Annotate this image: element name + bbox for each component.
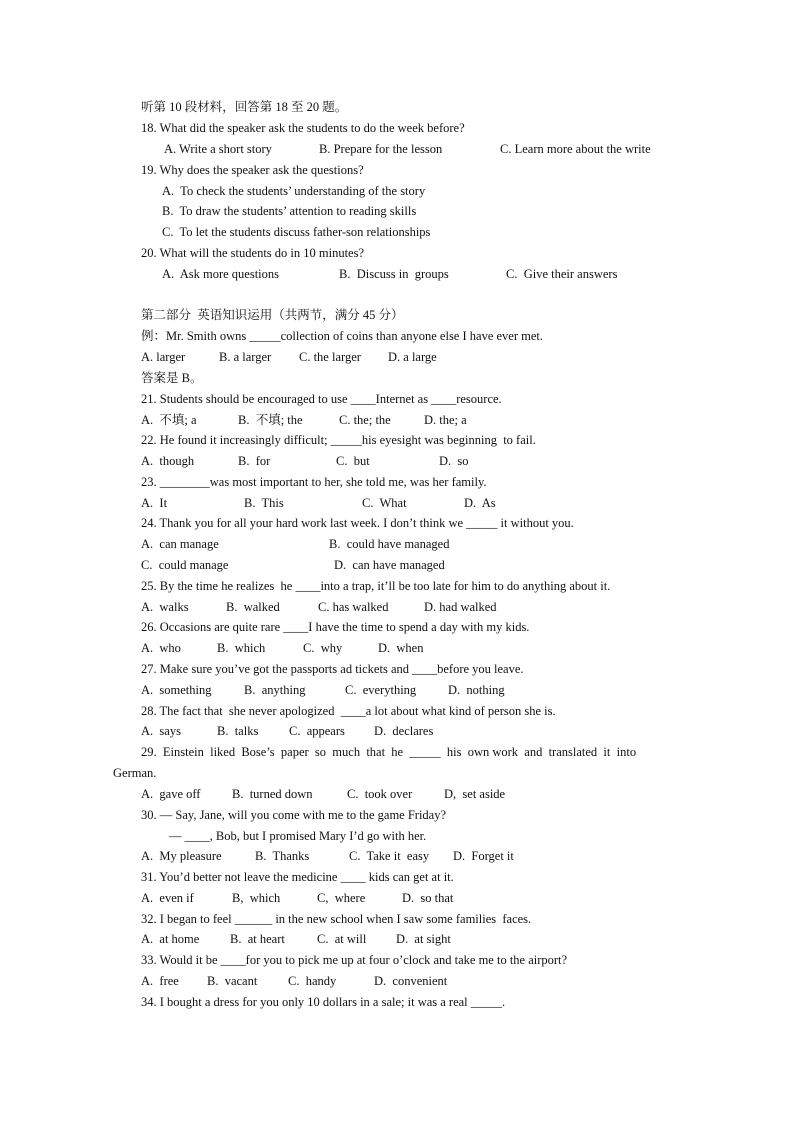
q22-option-a: A. though	[141, 454, 195, 468]
q33-option-b: B. vacant	[207, 974, 258, 988]
q29-option-d: D, set aside	[444, 787, 506, 801]
q29-option-a: A. gave off	[141, 787, 201, 801]
q23-option-d: D. As	[464, 496, 496, 510]
q25-option-c: C. has walked	[318, 600, 389, 614]
q32-option-b: B. at heart	[230, 932, 285, 946]
q20-option-b: B. Discuss in groups	[339, 267, 449, 281]
q29-option-b: B. turned down	[232, 787, 313, 801]
q27-option-d: D. nothing	[448, 683, 505, 697]
q18-option-a: A. Write a short story	[164, 142, 272, 156]
q18-option-b: B. Prepare for the lesson	[319, 142, 443, 156]
q31-option-b: B, which	[232, 891, 281, 905]
q21-option-b: B. 不填; the	[238, 413, 303, 427]
question-23-stem: 23. ________was most important to her, she told me, was her family.	[141, 475, 487, 489]
q31-option-c: C, where	[317, 891, 366, 905]
q21-option-a: A. 不填; a	[141, 413, 197, 427]
q23-option-b: B. This	[244, 496, 284, 510]
question-31-stem: 31. You’d better not leave the medicine ____ kids can get at it.	[141, 870, 454, 884]
q32-option-d: D. at sight	[396, 932, 451, 946]
example-option-c: C. the larger	[299, 350, 361, 364]
q19-option-c: C. To let the students discuss father-son relationships	[162, 225, 431, 239]
q27-option-a: A. something	[141, 683, 212, 697]
question-32-stem: 32. I began to feel ______ in the new school when I saw some families faces.	[141, 912, 532, 926]
q26-option-a: A. who	[141, 641, 181, 655]
q29-option-c: C. took over	[347, 787, 413, 801]
example-option-a: A. larger	[141, 350, 186, 364]
q26-option-d: D. when	[378, 641, 424, 655]
section-header-listening: 听第 10 段材料，回答第 18 至 20 题。	[141, 100, 348, 114]
q25-option-a: A. walks	[141, 600, 189, 614]
question-19-stem: 19. Why does the speaker ask the questions?	[141, 163, 364, 177]
question-26-stem: 26. Occasions are quite rare ____I have the time to spend a day with my kids.	[141, 620, 530, 634]
q25-option-b: B. walked	[226, 600, 280, 614]
q26-option-c: C. why	[303, 641, 343, 655]
q18-option-c: C. Learn more about the write	[500, 142, 651, 156]
q30-option-b: B. Thanks	[255, 849, 310, 863]
example-option-b: B. a larger	[219, 350, 272, 364]
q32-option-a: A. at home	[141, 932, 200, 946]
question-18-stem: 18. What did the speaker ask the students to do the week before?	[141, 121, 465, 135]
question-27-stem: 27. Make sure you’ve got the passports ad tickets and ____before you leave.	[141, 662, 524, 676]
q22-option-d: D. so	[439, 454, 469, 468]
q20-option-a: A. Ask more questions	[162, 267, 280, 281]
q24-option-d: D. can have managed	[334, 558, 445, 572]
question-22-stem: 22. He found it increasingly difficult; _____his eyesight was beginning to fail.	[141, 433, 536, 447]
q30-option-a: A. My pleasure	[141, 849, 222, 863]
q25-option-d: D. had walked	[424, 600, 497, 614]
q21-option-d: D. the; a	[424, 413, 467, 427]
question-30-stem: 30. — Say, Jane, will you come with me to the game Friday?	[141, 808, 447, 822]
q19-option-a: A. To check the students’ understanding of the story	[162, 184, 426, 198]
q23-option-c: C. What	[362, 496, 407, 510]
question-34-stem: 34. I bought a dress for you only 10 dollars in a sale; it was a real _____.	[141, 995, 506, 1009]
q28-option-d: D. declares	[374, 724, 434, 738]
q21-option-c: C. the; the	[339, 413, 391, 427]
question-30-reply: — ____, Bob, but I promised Mary I’d go with her.	[169, 829, 427, 843]
q23-option-a: A. It	[141, 496, 168, 510]
q31-option-a: A. even if	[141, 891, 194, 905]
question-21-stem: 21. Students should be encouraged to use ____Internet as ____resource.	[141, 392, 502, 406]
q33-option-a: A. free	[141, 974, 179, 988]
q31-option-d: D. so that	[402, 891, 454, 905]
question-28-stem: 28. The fact that she never apologized ____a lot about what kind of person she is.	[141, 704, 556, 718]
q22-option-c: C. but	[336, 454, 370, 468]
q20-option-c: C. Give their answers	[506, 267, 618, 281]
q24-option-c: C. could manage	[141, 558, 229, 572]
section-header-part2: 第二部分 英语知识运用（共两节，满分 45 分）	[141, 308, 404, 322]
question-25-stem: 25. By the time he realizes he ____into a trap, it’ll be too late for him to do anything about it.	[141, 579, 611, 593]
example-option-d: D. a large	[388, 350, 437, 364]
q24-option-b: B. could have managed	[329, 537, 450, 551]
q28-option-c: C. appears	[289, 724, 345, 738]
q27-option-c: C. everything	[345, 683, 417, 697]
q30-option-d: D. Forget it	[453, 849, 514, 863]
q32-option-c: C. at will	[317, 932, 367, 946]
question-29-stem-continued: German.	[113, 766, 157, 780]
q28-option-b: B. talks	[217, 724, 259, 738]
q26-option-b: B. which	[217, 641, 266, 655]
q33-option-d: D. convenient	[374, 974, 448, 988]
question-29-stem: 29. Einstein liked Bose’s paper so much that he _____ his own work and translated it into	[141, 745, 637, 759]
q24-option-a: A. can manage	[141, 537, 219, 551]
q22-option-b: B. for	[238, 454, 271, 468]
question-33-stem: 33. Would it be ____for you to pick me up at four o’clock and take me to the airport?	[141, 953, 568, 967]
q30-option-c: C. Take it easy	[349, 849, 430, 863]
question-20-stem: 20. What will the students do in 10 minutes?	[141, 246, 365, 260]
question-24-stem: 24. Thank you for all your hard work last week. I don’t think we _____ it without you.	[141, 516, 574, 530]
example-stem: 例：Mr. Smith owns _____collection of coins than anyone else I have ever met.	[141, 329, 543, 343]
q33-option-c: C. handy	[288, 974, 337, 988]
q27-option-b: B. anything	[244, 683, 306, 697]
example-answer: 答案是 B。	[141, 371, 203, 385]
q28-option-a: A. says	[141, 724, 181, 738]
q19-option-b: B. To draw the students’ attention to reading skills	[162, 204, 417, 218]
